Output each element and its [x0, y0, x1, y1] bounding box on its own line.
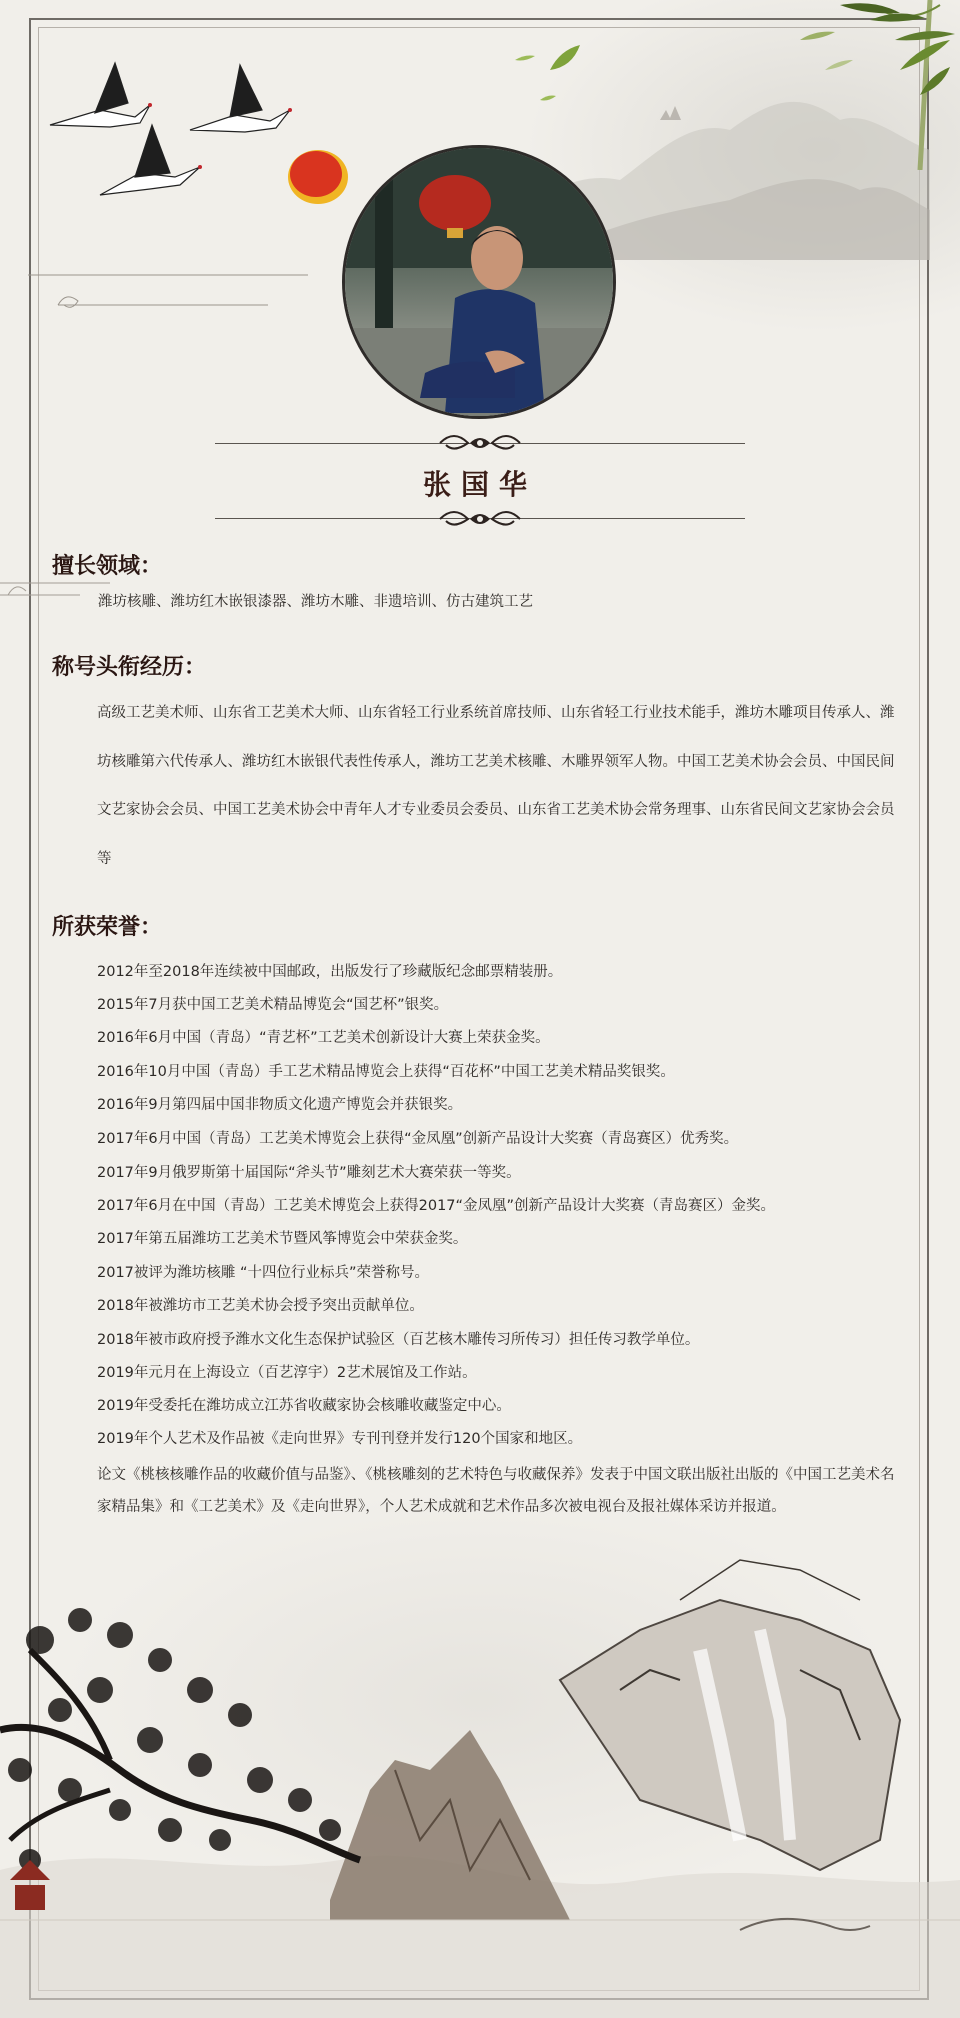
honor-item: 2016年9月第四届中国非物质文化遗产博览会并获银奖。 [97, 1097, 463, 1113]
honor-closing-paragraph: 论文《桃核核雕作品的收藏价值与品鉴》、《桃核雕刻的艺术特色与收藏保养》发表于中国文联出版社出版的《中国工艺美术名家精品集》和《工艺美术》及《走向世界》，个人艺术成就和艺术作品多次被电视台及报社媒体采访并报道。 [97, 1467, 895, 1515]
portrait-photo [345, 148, 613, 416]
bamboo-icon [780, 0, 960, 170]
honor-item: 2019年受委托在潍坊成立江苏省收藏家协会核雕收藏鉴定中心。 [97, 1398, 511, 1414]
honor-item: 2017年6月在中国（青岛）工艺美术博览会上获得2017“金凤凰”创新产品设计大奖赛（青岛赛区）金奖。 [97, 1198, 776, 1214]
honor-item: 2017年9月俄罗斯第十届国际“斧头节”雕刻艺术大赛荣获一等奖。 [97, 1165, 521, 1181]
section-title-honors: 所获荣誉： [52, 914, 163, 940]
cloud-swirl-icon [28, 255, 318, 320]
honor-item: 2019年元月在上海设立（百艺淳宇）2艺术展馆及工作站。 [97, 1365, 477, 1381]
expertise-content: 潍坊核雕、潍坊红木嵌银漆器、潍坊木雕、非遗培训、仿古建筑工艺 [98, 594, 533, 610]
honor-item: 2017年6月中国（青岛）工艺美术博览会上获得“金凤凰”创新产品设计大奖赛（青岛赛区）优秀奖。 [97, 1131, 739, 1147]
honor-item: 2019年个人艺术及作品被《走向世界》专刊刊登并发行120个国家和地区。 [97, 1431, 583, 1447]
honor-item: 2016年6月中国（青岛）“青艺杯”工艺美术创新设计大赛上荣获金奖。 [97, 1030, 550, 1046]
leaves-icon [505, 40, 585, 110]
honor-item: 2012年至2018年连续被中国邮政，出版发行了珍藏版纪念邮票精装册。 [97, 964, 563, 980]
honor-item: 2018年被市政府授予潍水文化生态保护试验区（百艺核木雕传习所传习）担任传习教学单位。 [97, 1332, 700, 1348]
section-title-titles: 称号头衔经历： [52, 654, 207, 680]
honor-item: 2018年被潍坊市工艺美术协会授予突出贡献单位。 [97, 1298, 424, 1314]
ornament-icon [436, 504, 524, 534]
honor-item: 2017年第五届潍坊工艺美术节暨风筝博览会中荣获金奖。 [97, 1231, 468, 1247]
ink-landscape-illustration [0, 1540, 960, 2018]
honor-item: 2015年7月获中国工艺美术精品博览会“国艺杯”银奖。 [97, 997, 449, 1013]
crane-icon [40, 55, 310, 215]
honor-item: 2017被评为潍坊核雕 “十四位行业标兵”荣誉称号。 [97, 1265, 430, 1281]
ornament-icon [436, 428, 524, 458]
section-title-expertise: 擅长领域： [52, 553, 163, 579]
person-name: 张国华 [422, 468, 537, 501]
sun-icon [286, 148, 350, 206]
titles-content: 高级工艺美术师、山东省工艺美术大师、山东省轻工行业系统首席技师、山东省轻工行业技术能手，潍坊木雕项目传承人、潍坊核雕第六代传承人、潍坊红木嵌银代表性传承人，潍坊工艺美术核雕、木雕界领军人物。中国工艺美术协会会员、中国民间文艺家协会会员、中国工艺美术协会中青年人才专业委员会委员、山东省工艺美术协会常务理事、山东省民间文艺家协会会员等 [97, 705, 895, 867]
honor-item: 2016年10月中国（青岛）手工艺术精品博览会上获得“百花杯”中国工艺美术精品奖银奖。 [97, 1064, 675, 1080]
